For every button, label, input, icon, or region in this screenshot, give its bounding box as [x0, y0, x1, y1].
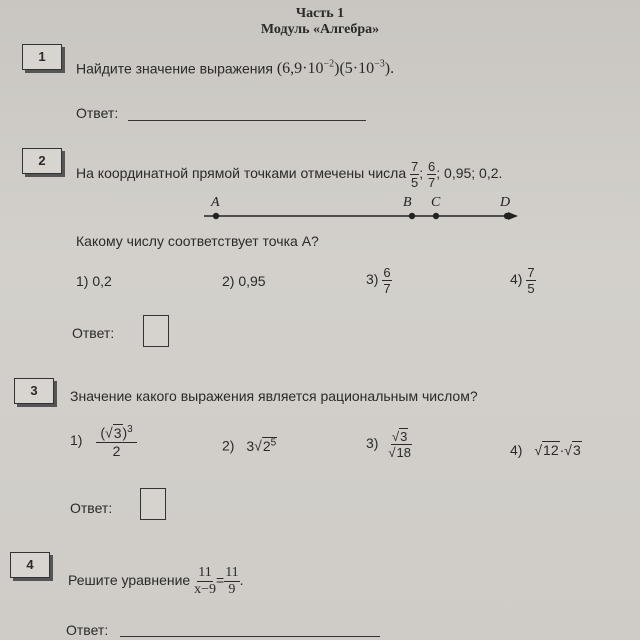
- q4-lhs-fraction: [194, 566, 216, 597]
- q4-rhs-num: 11: [225, 565, 239, 580]
- q2-option-1[interactable]: 1) 0,2: [76, 273, 112, 289]
- q2-option-2[interactable]: 2) 0,95: [222, 273, 266, 289]
- q2-prompt: На координатной прямой точками отмечены числа: [76, 165, 407, 182]
- q1-factor-b: 5·10: [344, 60, 375, 78]
- point-a-label: A: [211, 195, 220, 210]
- q3-o4-a: 12: [543, 442, 559, 458]
- q3-o3-denominator: √18: [388, 445, 411, 460]
- point-c-dot: [433, 213, 439, 219]
- question-number-3: 3: [14, 378, 54, 404]
- q3-question: Значение какого выражения является рациональным числом?: [70, 388, 478, 404]
- question-number-2: 2: [22, 148, 62, 174]
- q2-fraction-2: [427, 160, 436, 189]
- q1-exp-b: −3: [374, 59, 385, 70]
- q2-fraction-1: [410, 160, 419, 189]
- q4-rhs-fraction: [224, 566, 239, 597]
- q2-f2-den: 7: [428, 175, 436, 190]
- q3-option-1-fraction: [96, 425, 136, 458]
- q4-prompt: Решите уравнение: [68, 572, 191, 589]
- q2-o4-den: 5: [527, 281, 535, 296]
- q3-o1-numerator: $(√3)^3$: [96, 425, 136, 443]
- point-d-label: D: [500, 195, 511, 210]
- q3-option-2[interactable]: 2) $3√2^5$: [222, 437, 277, 454]
- q2-o3-den: 7: [383, 281, 391, 296]
- q3-answer-label: Ответ:: [70, 500, 113, 516]
- q1-answer-line[interactable]: [128, 120, 366, 121]
- point-d-dot: [504, 213, 510, 219]
- q3-o4-expr: √12·√3: [534, 442, 581, 458]
- q3-o1-den: 2: [112, 442, 121, 459]
- q3-o1-exp: 3: [127, 424, 133, 435]
- q4-answer-line[interactable]: [120, 636, 380, 637]
- q2-question: Какому числу соответствует точка A?: [76, 233, 319, 249]
- q3-option-3-label: 3): [366, 435, 379, 452]
- q1-expression: $(6,9\cdot 10^{-2})(5\cdot 10^{-3})$.: [276, 59, 395, 78]
- q3-o2-exp: 5: [270, 437, 277, 448]
- q2-option-3[interactable]: [366, 266, 392, 295]
- q2-f1-den: 5: [411, 175, 419, 190]
- q3-option-4-label: 4): [510, 442, 523, 458]
- q3-option-2-label: 2): [222, 437, 235, 454]
- q2-answer-label: Ответ:: [72, 325, 115, 341]
- point-c-label: C: [431, 195, 441, 210]
- q3-option-3[interactable]: [366, 430, 412, 459]
- q1-answer-label: Ответ:: [76, 105, 119, 121]
- point-a-dot: [213, 213, 219, 219]
- q4-lhs-den: x−9: [194, 582, 216, 597]
- part-title: Часть 1: [295, 6, 345, 21]
- q3-option-4[interactable]: [510, 442, 582, 458]
- q3-o3-num-rad: 3: [400, 429, 408, 444]
- q1-prompt: Найдите значение выражения: [76, 60, 273, 77]
- q2-answer-box[interactable]: [143, 315, 169, 347]
- number-line: [200, 192, 530, 226]
- q2-text: На координатной прямой точками отмечены числа $\frac{7}{5}$ ; $\frac{6}{7}$ ; 0,95; 0,2.: [76, 159, 503, 190]
- q4-answer-label: Ответ:: [66, 622, 109, 638]
- q2-option-4-label: 4): [510, 271, 523, 288]
- q1-factor-a: 6,9·10: [282, 60, 324, 78]
- module-title: Модуль «Алгебра»: [260, 22, 380, 37]
- q1-text: [76, 59, 394, 78]
- q3-o2-coef: 3: [246, 437, 255, 454]
- q4-rhs-den: 9: [228, 582, 236, 597]
- q3-o2-radicand: [262, 437, 277, 454]
- q2-f2-num: 6: [428, 159, 436, 174]
- q1-exp-a: −2: [323, 59, 335, 70]
- q3-option-3-fraction: [388, 430, 412, 459]
- point-b-dot: [409, 213, 415, 219]
- q2-o3-num: 6: [383, 265, 391, 280]
- question-number-4: 4: [10, 552, 50, 578]
- q3-option-1[interactable]: [70, 425, 137, 458]
- q3-answer-box[interactable]: [140, 488, 166, 520]
- q2-option-4[interactable]: [510, 266, 536, 295]
- q4-question: Решите уравнение $\frac{11}{x-9}$ = $\frac{11}{9}$ .: [68, 565, 244, 597]
- q3-o3-den-rad: 18: [396, 445, 411, 460]
- point-b-label: B: [403, 195, 412, 210]
- q3-o1-radicand: 3: [113, 424, 122, 441]
- q2-f1-num: 7: [411, 159, 419, 174]
- q3-o3-numerator: √3: [391, 429, 408, 444]
- q3-o2-base: 2: [262, 437, 271, 454]
- q4-lhs-num: 11: [198, 565, 212, 580]
- q2-o4-num: 7: [527, 265, 535, 280]
- q2-option-3-label: 3): [366, 271, 379, 288]
- q3-o4-b: 3: [572, 442, 581, 458]
- q2-option-3-fraction: [382, 266, 391, 295]
- q2-option-4-fraction: [526, 266, 535, 295]
- q2-rest-numbers: ; 0,95; 0,2.: [436, 165, 503, 182]
- question-number-1: 1: [22, 44, 62, 70]
- q3-option-1-label: 1): [70, 432, 83, 449]
